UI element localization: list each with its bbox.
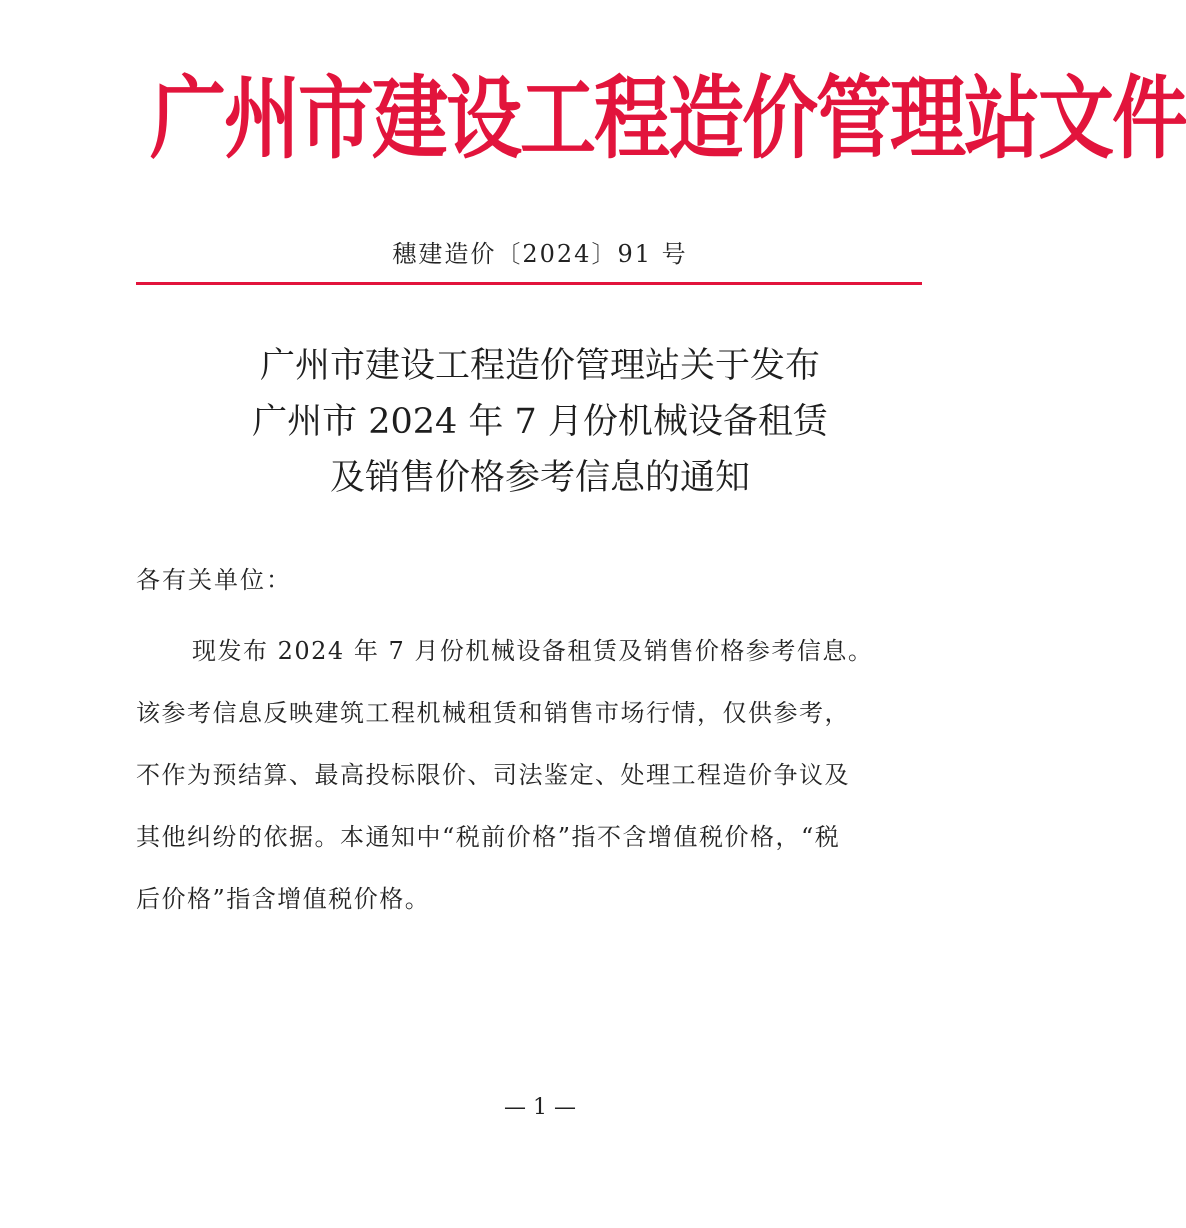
document-number: 穗建造价〔2024〕91 号 [392,240,688,268]
body-line-1: 现发布 2024 年 7 月份机械设备租赁及销售价格参考信息。 [192,637,874,665]
notice-title-line-2: 广州市 2024 年 7 月份机械设备租赁 [252,402,828,442]
notice-title-line-1: 广州市建设工程造价管理站关于发布 [259,346,820,386]
body-line-3: 不作为预结算、最高投标限价、司法鉴定、处理工程造价争议及 [136,761,850,789]
notice-title [0,338,1080,506]
body-line-2: 该参考信息反映建筑工程机械租赁和销售市场行情，仅供参考， [136,699,850,727]
red-divider-line [136,282,922,285]
body-line-4: 其他纠纷的依据。本通知中“税前价格”指不含增值税价格，“税 [136,823,841,851]
salutation: 各有关单位： [136,566,292,594]
page-number: — 1 — [504,1095,576,1120]
masthead-title: 广州市建设工程造价管理站文件 [150,65,1186,171]
body-line-5: 后价格”指含增值税价格。 [136,885,431,913]
body-paragraph [136,620,936,930]
notice-title-line-3: 及销售价格参考信息的通知 [329,458,750,498]
